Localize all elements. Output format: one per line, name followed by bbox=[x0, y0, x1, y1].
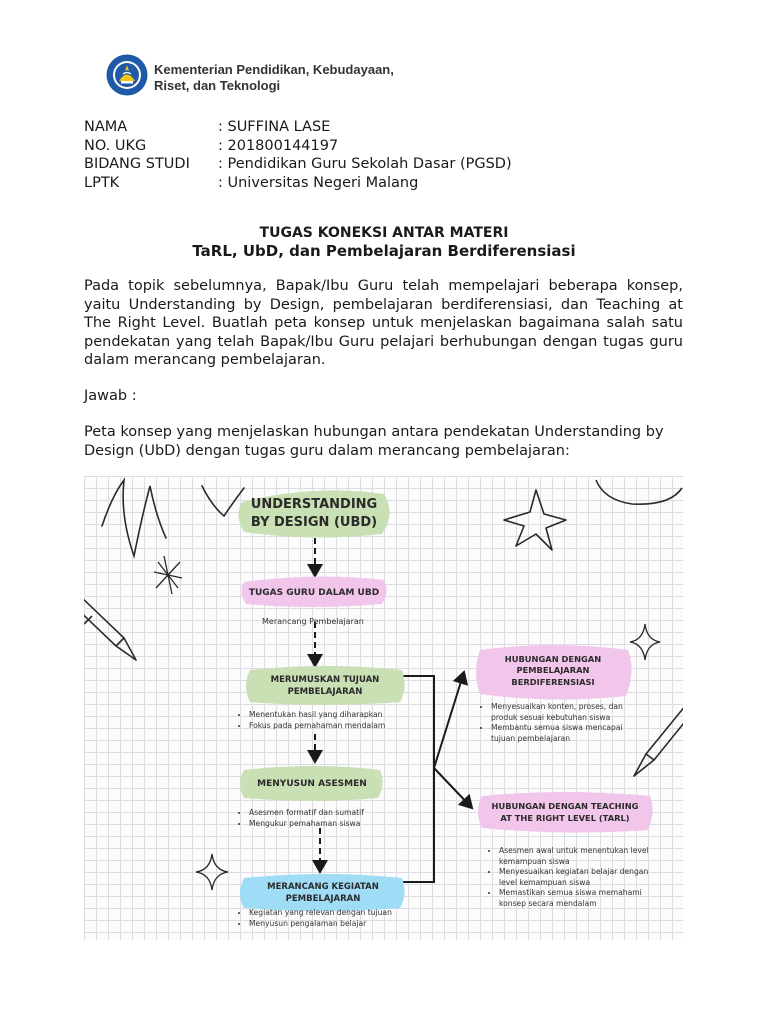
sparkle-small-icon bbox=[630, 624, 660, 660]
identity-table bbox=[84, 118, 512, 192]
tarl-line-1: HUBUNGAN DENGAN TEACHING bbox=[491, 801, 639, 811]
list-item: • Mengukur pemahaman siswa bbox=[249, 819, 418, 830]
tarl-line-2: AT THE RIGHT LEVEL (TARL) bbox=[500, 813, 630, 823]
activities-bullets bbox=[238, 908, 428, 929]
list-item: • Membantu semua siswa mencapai tujuan pembelajaran bbox=[491, 723, 630, 744]
task-subtitle: Merancang Pembelajaran bbox=[262, 617, 364, 626]
list-item: • Memastikan semua siswa memahami konsep secara mendalam bbox=[499, 888, 658, 909]
ministry-logo bbox=[106, 54, 148, 96]
list-item: • Menentukan hasil yang diharapkan bbox=[249, 710, 418, 721]
swirl-icon bbox=[596, 480, 682, 504]
goals-line-1: MERUMUSKAN TUJUAN bbox=[270, 675, 380, 685]
differentiated-title bbox=[478, 646, 628, 696]
doodle-zigzag-icon bbox=[102, 480, 244, 556]
identity-row-name bbox=[84, 118, 512, 137]
answer-label: Jawab : bbox=[84, 388, 137, 404]
ministry-line-2: Riset, dan Teknologi bbox=[154, 78, 281, 93]
tarl-bullets bbox=[488, 846, 658, 909]
list-item: • Asesmen awal untuk menentukan level kemampuan siswa bbox=[499, 846, 658, 867]
diff-line-2: PEMBELAJARAN bbox=[516, 665, 590, 676]
assessment-title: MENYUSUN ASESMEN bbox=[257, 779, 367, 789]
document-title bbox=[84, 224, 684, 260]
main-line-1: UNDERSTANDING bbox=[250, 497, 378, 512]
main-concept-title bbox=[242, 494, 386, 534]
assessment-bullets bbox=[238, 808, 418, 829]
list-item: • Kegiatan yang relevan dengan tujuan bbox=[249, 908, 428, 919]
list-item: • Menyusun pengalaman belajar bbox=[249, 919, 428, 930]
identity-row-ukg bbox=[84, 137, 512, 156]
tarl-title bbox=[478, 794, 652, 830]
identity-row-field bbox=[84, 155, 512, 174]
list-item: • Asesmen formatif dan sumatif bbox=[249, 808, 418, 819]
question-paragraph: Pada topik sebelumnya, Bapak/Ibu Guru telah mempelajari beberapa konsep, yaitu Understanding by Design, pembelajaran berdiferensiasi, dan Teaching at The Right Level. Buatlah peta konsep untuk menjelaskan bagaimana salah satu pendekatan yang telah Bapak/Ibu Guru pelajari berhubungan dengan tugas guru dalam merancang pembelajaran. bbox=[84, 278, 683, 368]
goals-line-2: PEMBELAJARAN bbox=[287, 687, 363, 697]
identity-value: : 201800144197 bbox=[218, 137, 339, 154]
goals-bullets bbox=[238, 710, 418, 731]
activities-line-1: MERANCANG KEGIATAN bbox=[267, 882, 379, 892]
main-line-2: BY DESIGN (UBD) bbox=[250, 515, 378, 530]
title-line-1: TUGAS KONEKSI ANTAR MATERI bbox=[259, 225, 509, 241]
identity-label: NO. UKG bbox=[84, 137, 147, 154]
diff-line-3: BERDIFERENSIASI bbox=[511, 676, 595, 687]
identity-row-lptk bbox=[84, 174, 512, 193]
diff-line-1: HUBUNGAN DENGAN bbox=[504, 653, 602, 664]
ministry-line-1: Kementerian Pendidikan, Kebudayaan, bbox=[154, 62, 394, 77]
list-item: • Menyesuaikan kegiatan belajar dengan level kemampuan siswa bbox=[499, 867, 658, 888]
pencil-right-icon bbox=[634, 700, 683, 776]
sparkle-icon bbox=[154, 556, 182, 594]
answer-intro: Peta konsep yang menjelaskan hubungan antara pendekatan Understanding by Design (UbD) dengan tugas guru dalam merancang pembelajaran: bbox=[84, 424, 664, 459]
list-item: • Fokus pada pemahaman mendalam bbox=[249, 721, 418, 732]
identity-label: BIDANG STUDI bbox=[84, 156, 190, 172]
identity-label: NAMA bbox=[84, 119, 128, 135]
identity-label: LPTK bbox=[84, 174, 120, 191]
goals-title bbox=[248, 670, 402, 702]
differentiated-bullets bbox=[480, 702, 630, 744]
star-icon bbox=[504, 490, 566, 550]
activities-line-2: PEMBELAJARAN bbox=[285, 894, 361, 904]
task-title: TUGAS GURU DALAM UBD bbox=[248, 588, 380, 598]
sparkle-bottom-icon bbox=[196, 854, 228, 890]
concept-map bbox=[84, 476, 683, 940]
title-line-2: TaRL, UbD, dan Pembelajaran Berdiferensiasi bbox=[192, 242, 576, 260]
list-item: • Menyesuaikan konten, proses, dan produk sesuai kebutuhan siswa bbox=[491, 702, 630, 723]
identity-value: : Pendidikan Guru Sekolah Dasar (PGSD) bbox=[218, 156, 512, 172]
identity-value: : Universitas Negeri Malang bbox=[218, 174, 419, 191]
pencil-left-icon bbox=[84, 596, 136, 660]
activities-title bbox=[244, 878, 402, 908]
ministry-name bbox=[154, 62, 394, 94]
identity-value: : SUFFINA LASE bbox=[218, 119, 331, 135]
